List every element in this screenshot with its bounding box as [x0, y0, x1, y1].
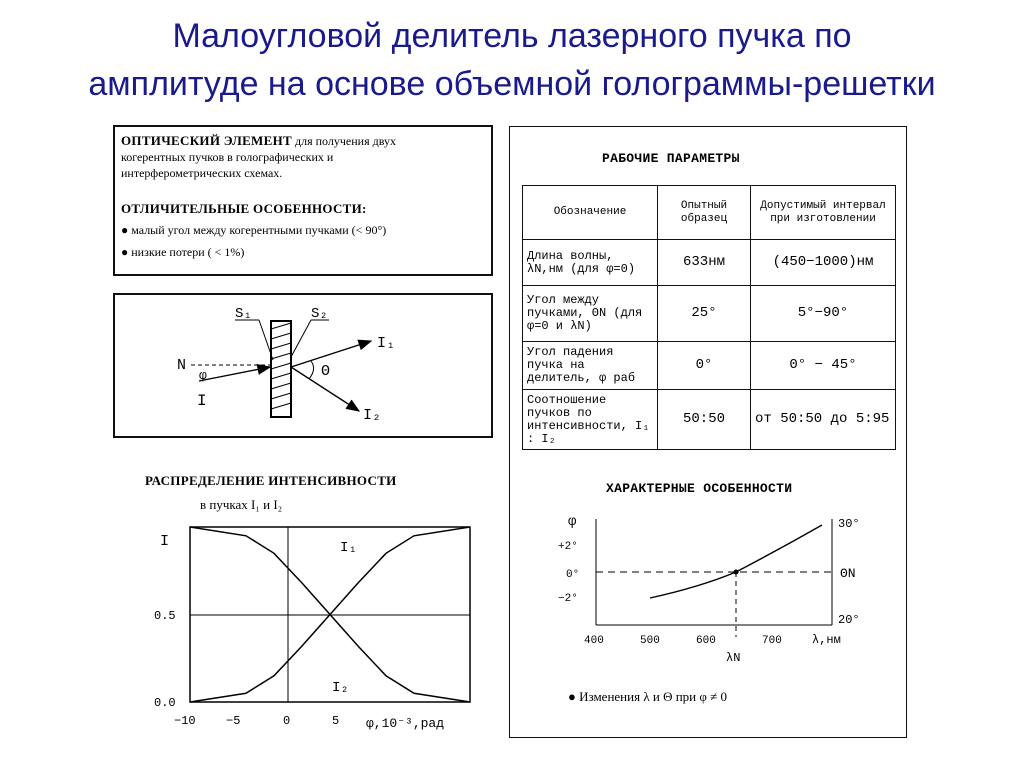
phi-tick: 0° — [566, 569, 580, 581]
param-name: Длина волны, λN,нм (для φ=0) — [523, 240, 658, 286]
characteristics-note: Изменения λ и Θ при φ ≠ 0 — [579, 689, 728, 704]
x-tick: 600 — [696, 635, 716, 647]
beam-splitter-diagram — [115, 295, 491, 436]
optical-element-text3: интерферометрических схемах. — [121, 166, 283, 180]
phi-tick: +2° — [558, 541, 578, 553]
features-heading: ОТЛИЧИТЕЛЬНЫЕ ОСОБЕННОСТИ: — [121, 201, 367, 216]
s2-label: S₂ — [311, 306, 328, 322]
parameters-table — [522, 185, 896, 450]
x-tick: 5 — [332, 714, 340, 728]
param-name: Соотношение пучков по интенсивности, I₁ : I₂ — [523, 390, 658, 450]
optical-element-heading: ОПТИЧЕСКИЙ ЭЛЕМЕНТ — [121, 133, 292, 148]
theta-arc — [309, 361, 314, 379]
x-tick: 500 — [640, 635, 660, 647]
x-tick: 400 — [584, 635, 604, 647]
table-row — [523, 342, 896, 390]
x-tick: 700 — [762, 635, 782, 647]
distribution-subheading: в пучках I₁ и I₂ — [200, 497, 283, 512]
operating-point — [734, 570, 739, 575]
optical-element-box — [113, 125, 493, 276]
feature-item: малый угол между когерентными пучками (< 90°) — [131, 223, 387, 237]
i2-label: I₂ — [363, 407, 382, 424]
table-row — [523, 286, 896, 342]
characteristics-heading: ХАРАКТЕРНЫЕ ОСОБЕННОСТИ — [606, 481, 793, 496]
feature-item: низкие потери ( < 1%) — [131, 245, 245, 259]
normal-label: N — [177, 357, 187, 374]
lambda-n-label: λN — [726, 651, 741, 665]
intensity-chart — [140, 515, 480, 737]
page-title-line2: амплитуде на основе объемной голограммы-решетки — [88, 65, 936, 103]
x-axis-label: λ,нм — [812, 633, 841, 647]
y-label: I — [160, 533, 170, 550]
param-name: Угол падения пучка на делитель, φ раб — [523, 342, 658, 390]
page-title-line1: Малоугловой делитель лазерного пучка по — [172, 17, 852, 55]
i1-label: I₁ — [377, 335, 396, 352]
param-sample: 633нм — [658, 240, 751, 286]
bullet-icon: ● — [568, 689, 576, 704]
y-tick-05: 0.5 — [154, 609, 176, 623]
column-header: Допустимый интервал при изготовлении — [751, 186, 896, 240]
table-row — [523, 240, 896, 286]
phi-label: φ — [199, 368, 207, 383]
theta-label: Θ — [321, 363, 331, 380]
bullet-icon: ● — [121, 245, 129, 259]
column-header: Обозначение — [523, 186, 658, 240]
beam-i1 — [291, 341, 371, 367]
phi-axis-label: φ — [568, 514, 577, 530]
phi-tick: −2° — [558, 593, 578, 605]
scheme-box — [113, 293, 493, 438]
parameters-heading: РАБОЧИЕ ПАРАМЕТРЫ — [602, 151, 740, 166]
series-label-i1: I₁ — [340, 540, 357, 556]
x-tick: −10 — [174, 714, 196, 728]
param-name: Угол между пучками, ΘN (для φ=0 и λN) — [523, 286, 658, 342]
distribution-heading: РАСПРЕДЕЛЕНИЕ ИНТЕНСИВНОСТИ — [145, 473, 397, 488]
param-sample: 0° — [658, 342, 751, 390]
optical-element-text2: когерентных пучков в голографических и — [121, 150, 334, 164]
param-sample: 50:50 — [658, 390, 751, 450]
x-label: φ,10⁻³,рад — [366, 716, 445, 731]
x-tick: 0 — [283, 714, 291, 728]
x-tick: −5 — [226, 714, 241, 728]
theta-curve — [650, 525, 822, 598]
column-header: Опытный образец — [658, 186, 751, 240]
param-sample: 25° — [658, 286, 751, 342]
param-range: от 50:50 до 5:95 — [751, 390, 896, 450]
theta-tick: 20° — [838, 613, 860, 627]
characteristics-chart — [550, 507, 906, 667]
hologram-plate — [271, 321, 291, 417]
bullet-icon: ● — [121, 223, 129, 237]
table-row — [523, 390, 896, 450]
incident-label: I — [197, 392, 207, 410]
theta-axis-label: ΘN — [840, 566, 856, 581]
series-label-i2: I₂ — [332, 680, 349, 696]
s1-label: S₁ — [235, 306, 252, 322]
param-range: (450−1000)нм — [751, 240, 896, 286]
param-range: 0° − 45° — [751, 342, 896, 390]
y-tick-00: 0.0 — [154, 696, 176, 710]
parameters-panel — [509, 126, 907, 738]
optical-element-text1: для получения двух — [295, 134, 396, 148]
incident-beam — [199, 367, 270, 381]
theta-tick: 30° — [838, 517, 860, 531]
param-range: 5°−90° — [751, 286, 896, 342]
